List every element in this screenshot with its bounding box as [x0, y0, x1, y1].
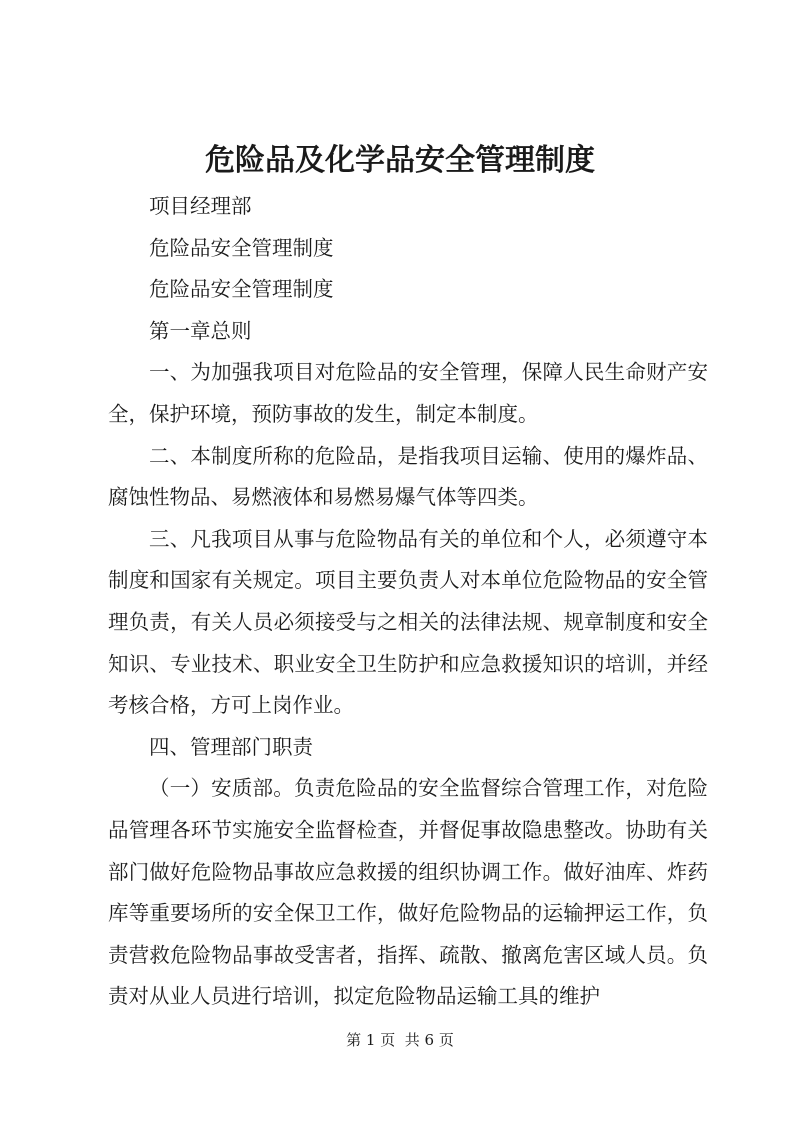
document-title: 危险品及化学品安全管理制度 — [205, 143, 595, 178]
page-footer — [0, 1028, 800, 1052]
paragraph-department: 项目经理部 — [149, 194, 252, 218]
paragraph-article-3: 三、凡我项目从事与危险物品有关的单位和个人，必须遵守本制度和国家有关规定。项目主要负责人对本单位危险物品的安全管理负责，有关人员必须接受与之相关的法律法规、规章制度和安全知识、专业技术、职业安全卫生防护和应急救援知识的培训，并经考核合格，方可上岗作业。 — [108, 526, 708, 718]
paragraph-article-2: 二、本制度所称的危险品，是指我项目运输、使用的爆炸品、腐蚀性物品、易燃液体和易燃易爆气体等四类。 — [108, 443, 708, 510]
paragraph-subtitle-2: 危险品安全管理制度 — [149, 277, 334, 302]
chapter-heading: 第一章总则 — [149, 318, 252, 343]
paragraph-article-1: 一、为加强我项目对危险品的安全管理，保障人民生命财产安全，保护环境，预防事故的发生，制定本制度。 — [108, 360, 708, 426]
document-body — [108, 186, 708, 1018]
page-number-label: 第 1 页 共 6 页 — [346, 1031, 454, 1049]
paragraph-subtitle-1: 危险品安全管理制度 — [149, 235, 334, 260]
paragraph-article-4-heading: 四、管理部门职责 — [149, 734, 313, 759]
paragraph-article-4-1: （一）安质部。负责危险品的安全监督综合管理工作，对危险品管理各环节实施安全监督检查，并督促事故隐患整改。协助有关部门做好危险物品事故应急救援的组织协调工作。做好油库、炸药库等重要场所的安全保卫工作，做好危险物品的运输押运工作，负责营救危险物品事故受害者，指挥、疏散、撤离危害区域人员。负责对从业人员进行培训，拟定危险物品运输工具的维护 — [108, 776, 708, 1009]
